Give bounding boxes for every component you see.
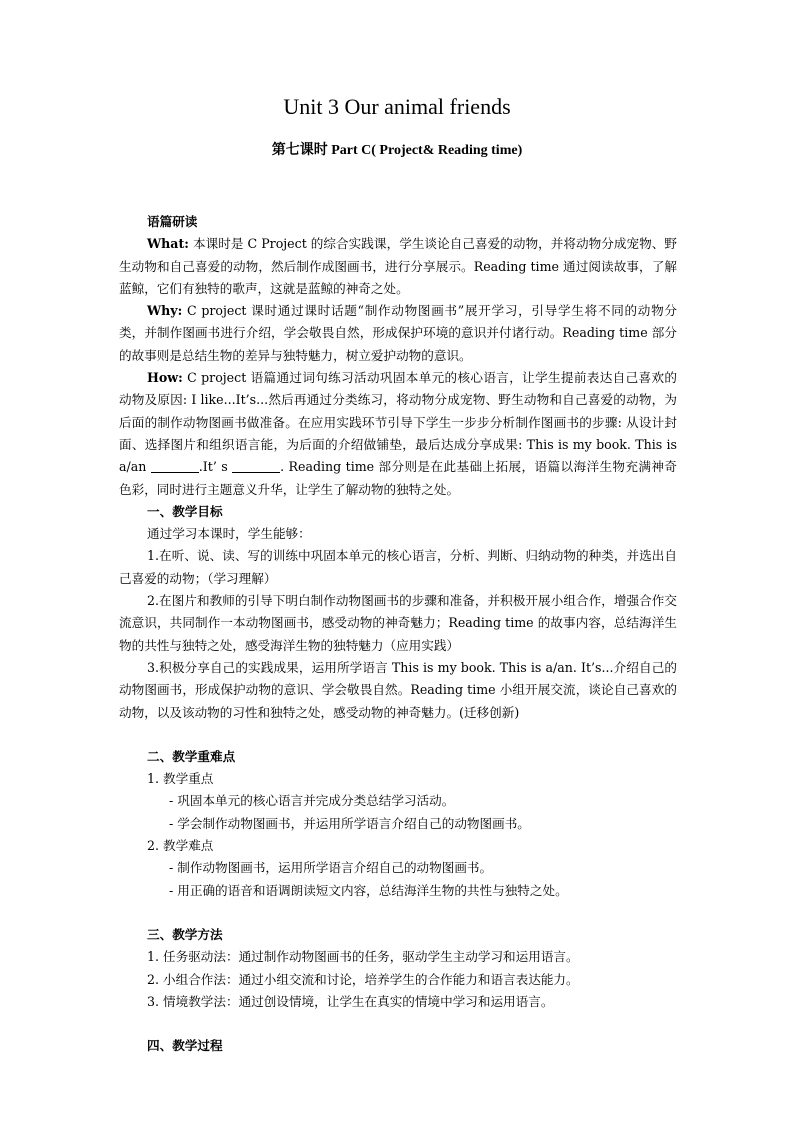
what-label: What: [147,236,189,252]
yupian-heading: 语篇研读 [147,214,198,229]
why-paragraph [119,300,677,367]
difficult-points-title: 2. 教学难点 [147,838,214,854]
what-paragraph [119,233,677,300]
how-text-2: .It’ s [198,459,233,475]
page-title: Unit 3 Our animal friends [283,94,511,119]
section3-heading: 三、教学方法 [147,926,223,942]
why-text: C project 课时通过课时话题“制作动物图画书”展开学习，引导学生将不同的动物分类，并制作图画书进行介绍，学会敬畏自然，形成保护环境的意识并付诸行动。Reading time 部分的故事则是总结生物的差异与独特魅力，树立爱护动物的意识。 [119,303,677,363]
goal-1: 1.在听、说、读、写的训练中巩固本单元的核心语言，分析、判断、归纳动物的种类，并选出自己喜爱的动物；（学习理解） [119,548,677,586]
section4-heading: 四、教学过程 [147,1038,223,1054]
key-point-item: - 学会制作动物图画书，并运用所学语言介绍自己的动物图画书。 [169,815,530,831]
goal-3: 3.积极分享自己的实践成果，运用所学语言 This is my book. This is a/an. It’s...介绍自己的动物图画书，形成保护动物的意识、学会敬畏自然。Reading time 小组开展交流，谈论自己喜欢的动物，以及该动物的习性和独特之处，感受动物的神奇魅力。(迁移创新) [119,659,677,720]
document-body [119,211,677,1057]
key-point-item: - 巩固本单元的核心语言并完成分类总结学习活动。 [169,793,455,809]
method-item: 3. 情境教学法：通过创设情境，让学生在真实的情境中学习和运用语言。 [147,993,554,1009]
section1-intro: 通过学习本课时，学生能够： [147,526,311,542]
page-subtitle: 第七课时 Part C( Project& Reading time) [271,143,523,158]
fill-blank [151,459,199,473]
method-item: 1. 任务驱动法：通过制作动物图画书的任务，驱动学生主动学习和运用语言。 [147,949,579,965]
what-text: 本课时是 C Project 的综合实践课，学生谈论自己喜爱的动物，并将动物分成宠物、野生动物和自己喜爱的动物，然后制作成图画书，进行分享展示。Reading time 通过阅读故事，了解蓝鲸，它们有独特的歌声，这就是蓝鲸的神奇之处。 [119,236,677,296]
key-points-title: 1. 教学重点 [147,771,214,787]
difficult-point-item: - 用正确的语音和语调朗读短文内容，总结海洋生物的共性与独特之处。 [169,882,568,898]
goal-2: 2.在图片和教师的引导下明白制作动物图画书的步骤和准备，并积极开展小组合作，增强合作交流意识，共同制作一本动物图画书，感受动物的神奇魅力；Reading time 的故事内容，总结海洋生物的共性与独特之处，感受海洋生物的独特魅力（应用实践） [119,593,677,653]
how-text-1: C project 语篇通过词句练习活动巩固本单元的核心语言，让学生提前表达自己喜欢的动物及原因: I like...It’s...然后再通过分类练习，将动物分成宠物、野生动物和自己喜爱的动物，为后面的制作动物图画书做准备。在应用实践环节引导下学生一步步分析制作图画书的步骤: 从设计封面、选择图片和组织语言能，为后面的介绍做铺垫，最后达成分享成果: This is my book. This is a/an [119,370,677,475]
how-text-3: . Reading time 部分则是在此基础上拓展，语篇以海洋生物充满神奇色彩，同时进行主题意义升华，让学生了解动物的独特之处。 [119,459,678,497]
how-label: How: [147,370,183,386]
fill-blank [232,459,280,473]
section2-heading: 二、教学重难点 [147,748,236,764]
difficult-point-item: - 制作动物图画书，运用所学语言介绍自己的动物图画书。 [169,860,493,876]
why-label: Why: [147,303,183,319]
how-paragraph [119,367,677,501]
method-item: 2. 小组合作法：通过小组交流和讨论，培养学生的合作能力和语言表达能力。 [147,971,579,987]
section1-heading: 一、教学目标 [147,503,223,519]
